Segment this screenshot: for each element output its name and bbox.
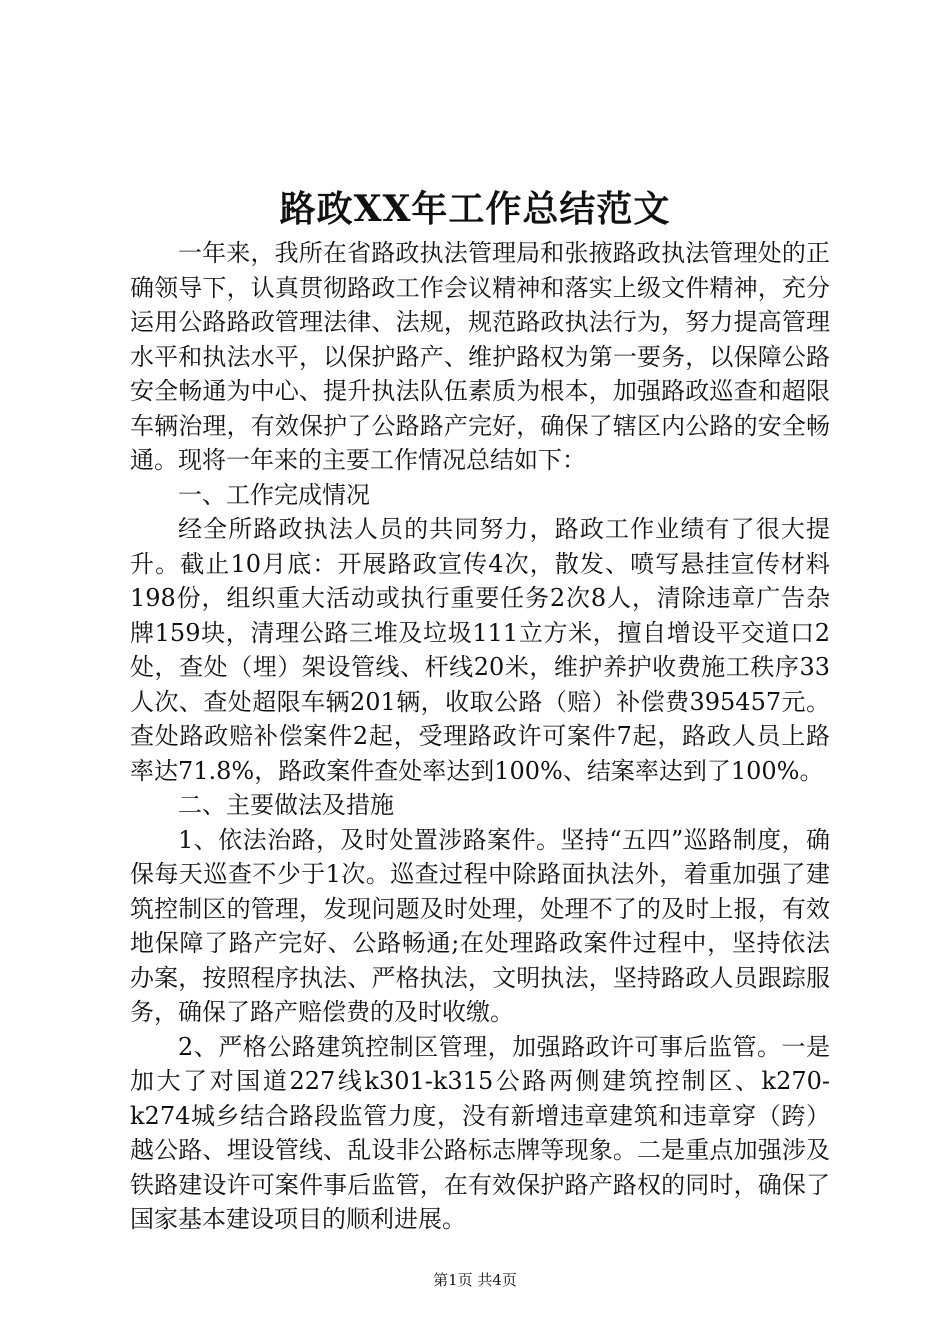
measure-1-paragraph: 1、依法治路，及时处置涉路案件。坚持“五四”巡路制度，确保每天巡查不少于1次。巡查过程中除路面执法外，着重加强了建筑控制区的管理，发现问题及时处理，处理不了的及时上报，有效地保障了路产完好、公路畅通;在处理路政案件过程中，坚持依法办案，按照程序执法、严格执法，文明执法，坚持路政人员跟踪服务，确保了路产赔偿费的及时收缴。 — [130, 825, 830, 1026]
document-body — [130, 236, 830, 1237]
intro-paragraph: 一年来，我所在省路政执法管理局和张掖路政执法管理处的正确领导下，认真贯彻路政工作会议精神和落实上级文件精神，充分运用公路路政管理法律、法规，规范路政执法行为，努力提高管理水平和执法水平，以保护路产、维护路权为第一要务，以保障公路安全畅通为中心、提升执法队伍素质为根本，加强路政巡查和超限车辆治理，有效保护了公路路产完好，确保了辖区内公路的安全畅通。现将一年来的主要工作情况总结如下： — [130, 239, 830, 474]
work-completion-paragraph: 经全所路政执法人员的共同努力，路政工作业绩有了很大提升。截止10月底：开展路政宣传4次，散发、喷写悬挂宣传材料198份，组织重大活动或执行重要任务2次8人，清除违章广告杂牌159块，清理公路三堆及垃圾111立方米，擅自增设平交道口2处，查处（埋）架设管线、杆线20米，维护养护收费施工秩序33人次、查处超限车辆201辆，收取公路（赔）补偿费395457元。查处路政赔补偿案件2起，受理路政许可案件7起，路政人员上路率达71.8%，路政案件查处率达到100%、结案率达到了100%。 — [130, 515, 830, 785]
document-title: 路政XX年工作总结范文 — [279, 188, 671, 230]
section-heading-work-completion: 一、工作完成情况 — [178, 480, 370, 509]
page-number-footer: 第1页 共4页 — [433, 1271, 517, 1289]
measure-2-paragraph: 2、严格公路建筑控制区管理，加强路政许可事后监管。一是加大了对国道227线k301-k315公路两侧建筑控制区、k270-k274城乡结合路段监管力度，没有新增违章建筑和违章穿（跨）越公路、埋设管线、乱设非公路标志牌等现象。二是重点加强涉及铁路建设许可案件事后监管，在有效保护路产路权的同时，确保了国家基本建设项目的顺利进展。 — [130, 1032, 830, 1233]
section-heading-measures: 二、主要做法及措施 — [178, 791, 394, 819]
